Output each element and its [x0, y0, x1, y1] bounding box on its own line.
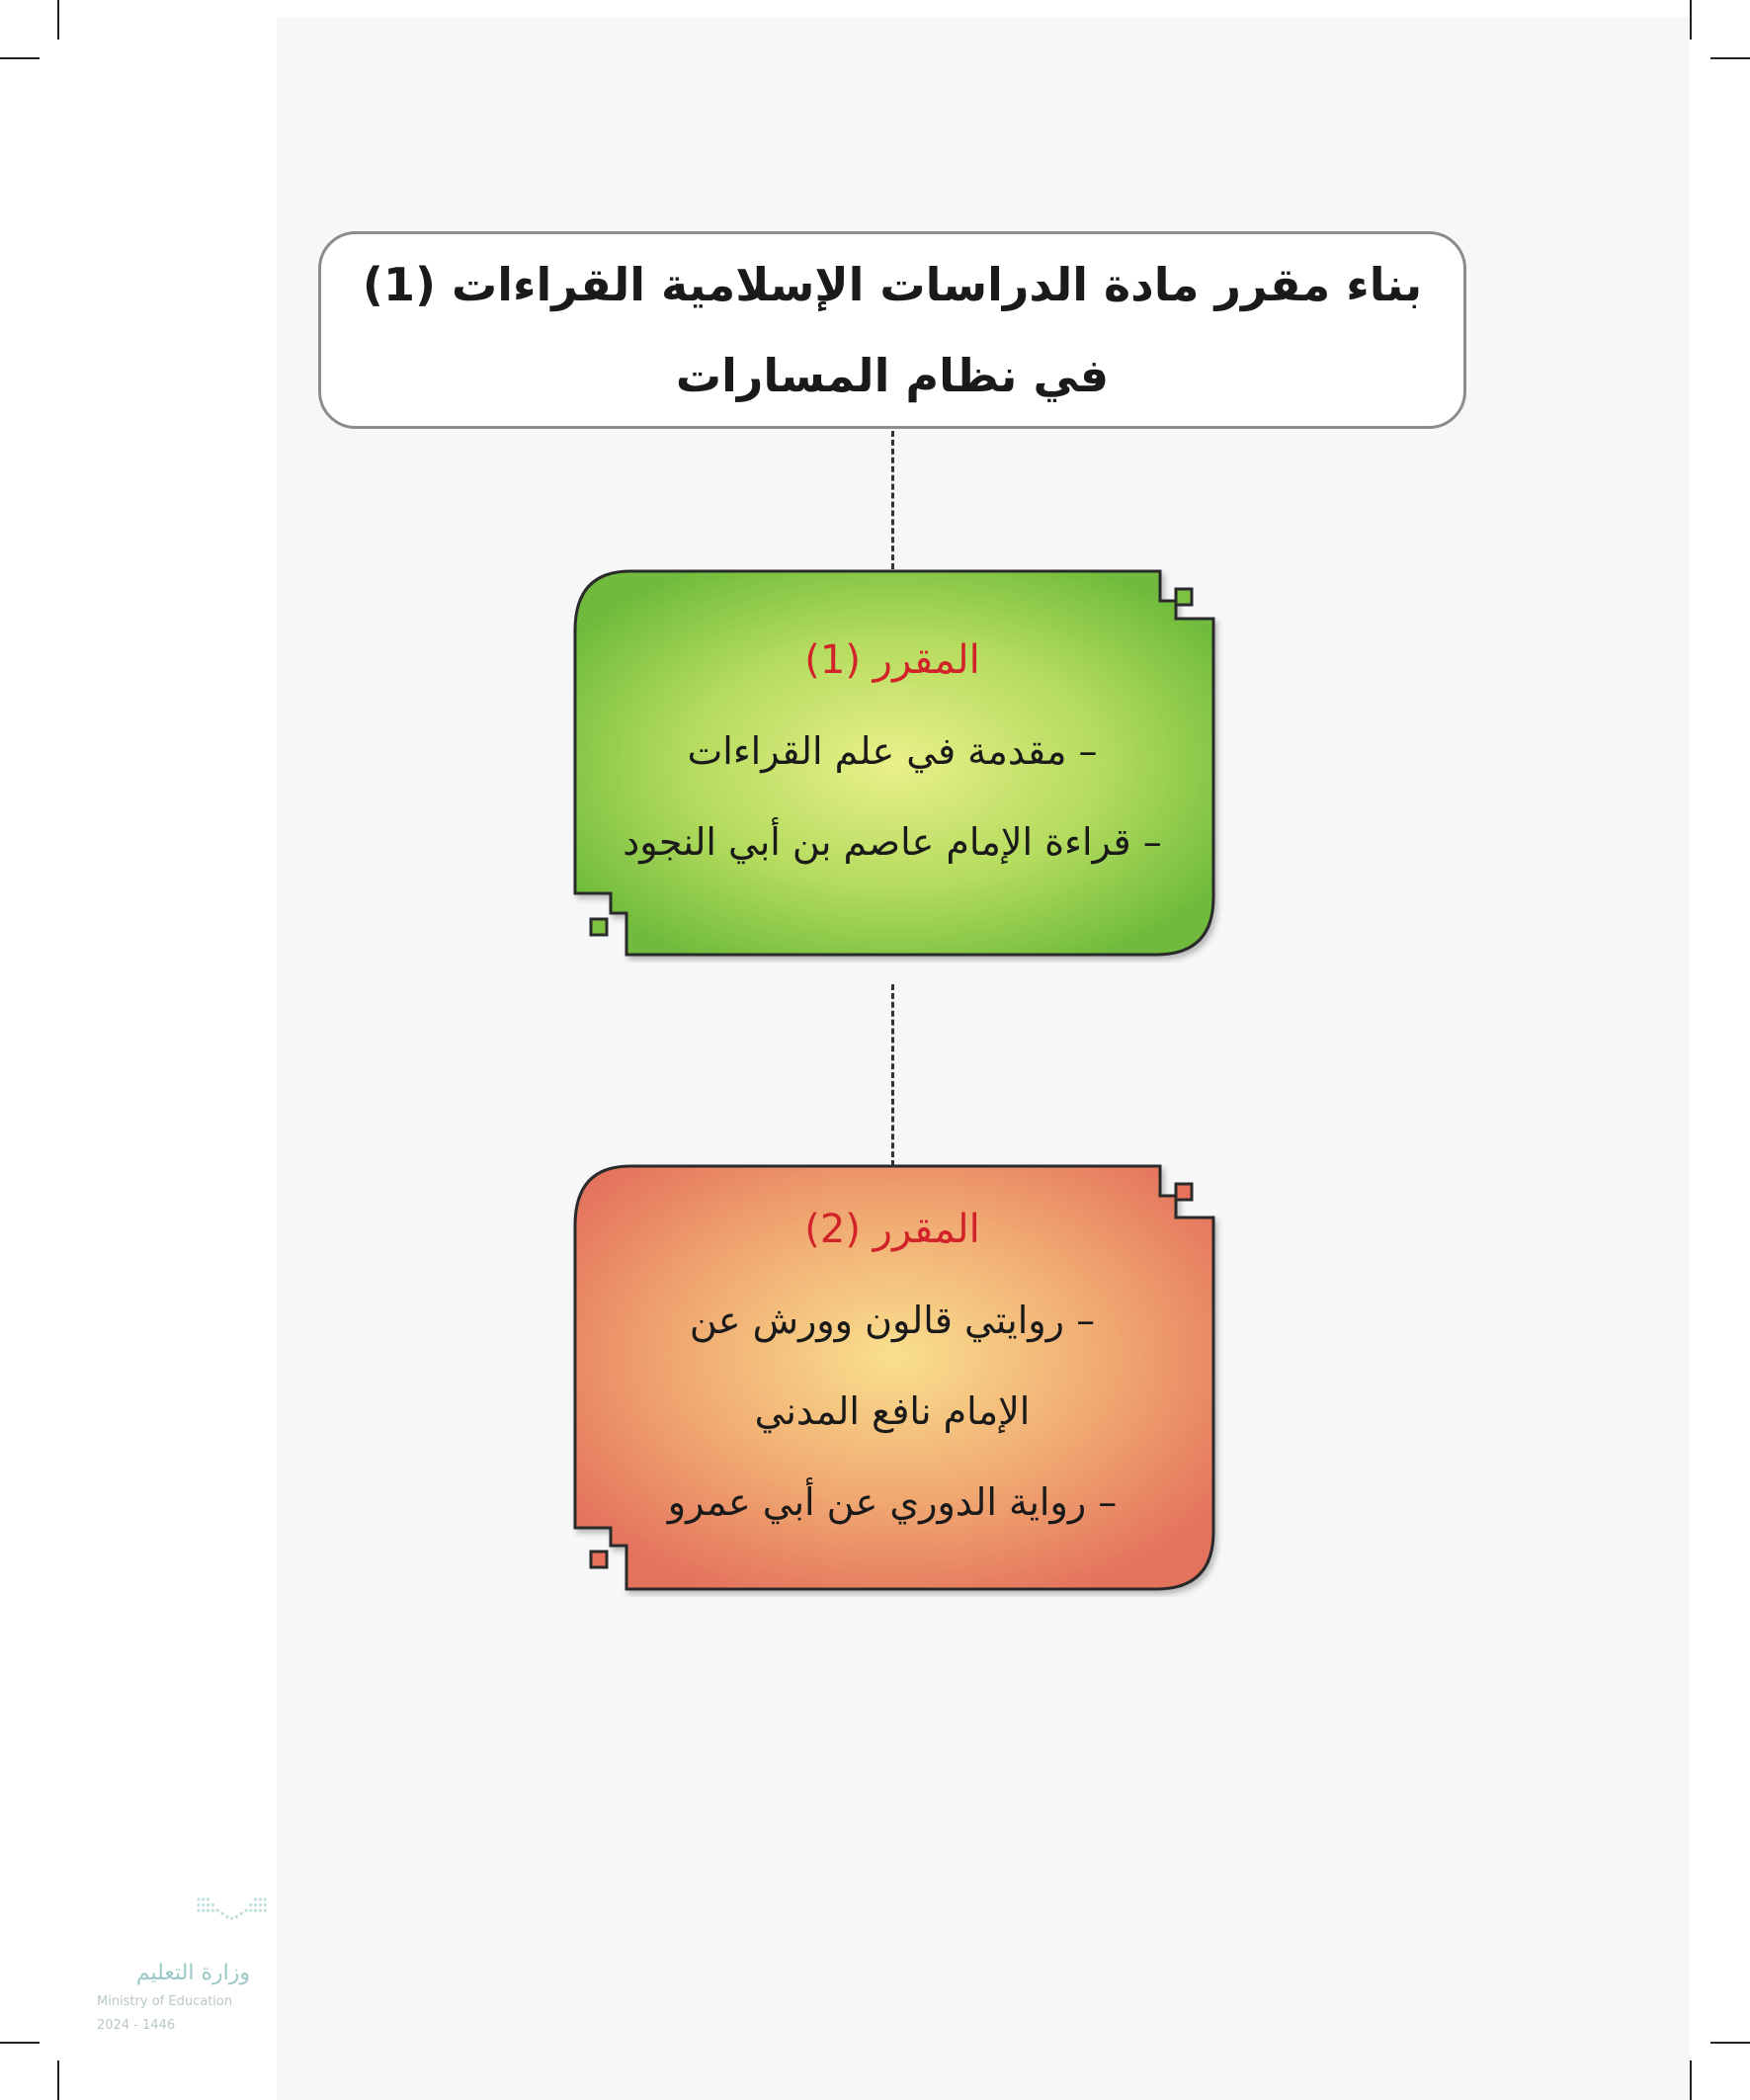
ministry-name-en: Ministry of Education	[97, 1994, 233, 2009]
course1-item-2: – قراءة الإمام عاصم بن أبي النجود	[623, 820, 1162, 864]
crop-mark-bottom-right-h	[1710, 2042, 1750, 2044]
connector-title-to-course1	[891, 431, 894, 569]
crop-mark-bottom-left-h	[0, 2042, 40, 2044]
course2-item-3: – رواية الدوري عن أبي عمرو	[667, 1480, 1118, 1524]
course2-item-2: الإمام نافع المدني	[754, 1389, 1031, 1433]
connector-course1-to-course2	[891, 984, 894, 1166]
course1-item-1: – مقدمة في علم القراءات	[687, 729, 1098, 773]
diagram-title-line-2: في نظام المسارات	[675, 349, 1110, 402]
crop-mark-bottom-left-v	[57, 2060, 59, 2100]
crop-mark-top-left-h	[0, 57, 40, 59]
course1-heading: المقرر (1)	[804, 637, 980, 683]
crop-mark-top-left-v	[57, 0, 59, 40]
course2-heading: المقرر (2)	[804, 1207, 980, 1252]
course2-content	[591, 1194, 1194, 1548]
ministry-name-ar: وزارة التعليم	[135, 1961, 250, 1985]
diagram-title-line-1: بناء مقرر مادة الدراسات الإسلامية القراءات (1)	[362, 258, 1423, 311]
crop-mark-bottom-right-v	[1690, 2060, 1692, 2100]
ministry-logo-icon	[168, 1895, 316, 1955]
crop-mark-top-right-v	[1690, 0, 1692, 40]
course1-content	[591, 625, 1194, 887]
diagram-title-box	[318, 231, 1466, 429]
course2-item-1: – روايتي قالون وورش عن	[689, 1299, 1096, 1342]
crop-mark-top-right-h	[1710, 57, 1750, 59]
edition-year: 2024 - 1446	[97, 2018, 176, 2033]
